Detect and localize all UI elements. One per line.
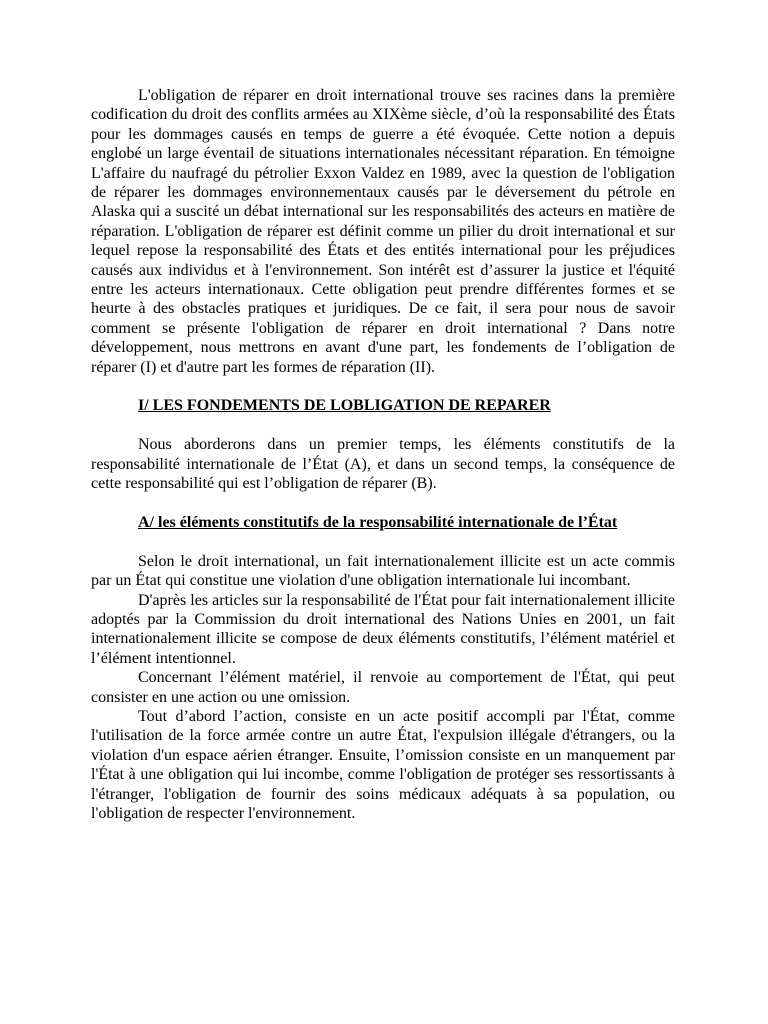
body-paragraph-4: Tout d’abord l’action, consiste en un acte positif accompli par l'État, comme l'utilisation de la force armée contre un autre État, l'expulsion illégale d'étrangers, ou la violation d'un espace aérien étranger. Ensuite, l’omission consiste en un manquement par l'État à une obligation qui lui incombe, comme l'obligation de protéger ses ressortissants à l'étranger, l'obligation de fournir des soins médicaux adéquats à sa population, ou l'obligation de respecter l'environnement. [91, 707, 675, 822]
body-paragraph-1: Selon le droit international, un fait internationalement illicite est un acte commis par un État qui constitue une violation d'une obligation internationale lui incombant. [91, 552, 675, 590]
body-paragraph-2: D'après les articles sur la responsabilité de l'État pour fait internationalement illicite adoptés par la Commission du droit international des Nations Unies en 2001, un fait internationalement illicite se compose de deux éléments constitutifs, l’élément matériel et l’élément intentionnel. [91, 591, 675, 667]
section-1-heading: I/ LES FONDEMENTS DE LOBLIGATION DE REPARER [138, 397, 551, 415]
body-paragraph-3: Concernant l’élément matériel, il renvoie au comportement de l'État, qui peut consister en une action ou une omission. [91, 669, 675, 706]
document-page [91, 86, 675, 823]
intro-paragraph: L'obligation de réparer en droit international trouve ses racines dans la première codification du droit des conflits armées au XIXème siècle, d’où la responsabilité des États pour les dommages causés en temps de guerre a été évoquée. Cette notion a depuis englobé un large éventail de situations internationales nécessitant réparation. En témoigne L'affaire du naufragé du pétrolier Exxon Valdez en 1989, avec la question de l'obligation de réparer les dommages environnementaux causés par le déversement du pétrole en Alaska qui a suscité un débat international sur les responsabilités des acteurs en matière de réparation. L'obligation de réparer est définit comme un pilier du droit international et sur lequel repose la responsabilité des États et des entités international pour les préjudices causés aux individus et à l'environnement. Son intérêt est d’assurer la justice et l'équité entre les acteurs internationaux. Cette obligation peut prendre différentes formes et se heurte à des obstacles pratiques et juridiques. De ce fait, il sera pour nous de savoir comment se présente l'obligation de réparer en droit international ? Dans notre développement, nous mettrons en avant d'une part, les fondements de l’obligation de réparer (I) et d'autre part les formes de réparation (II). [91, 87, 675, 376]
subsection-a-heading: A/ les éléments constitutifs de la responsabilité internationale de l’État [138, 513, 618, 531]
section-1-intro-paragraph: Nous aborderons dans un premier temps, les éléments constitutifs de la responsabilité internationale de l’État (A), et dans un second temps, la conséquence de cette responsabilité qui est l’obligation de réparer (B). [91, 436, 675, 493]
